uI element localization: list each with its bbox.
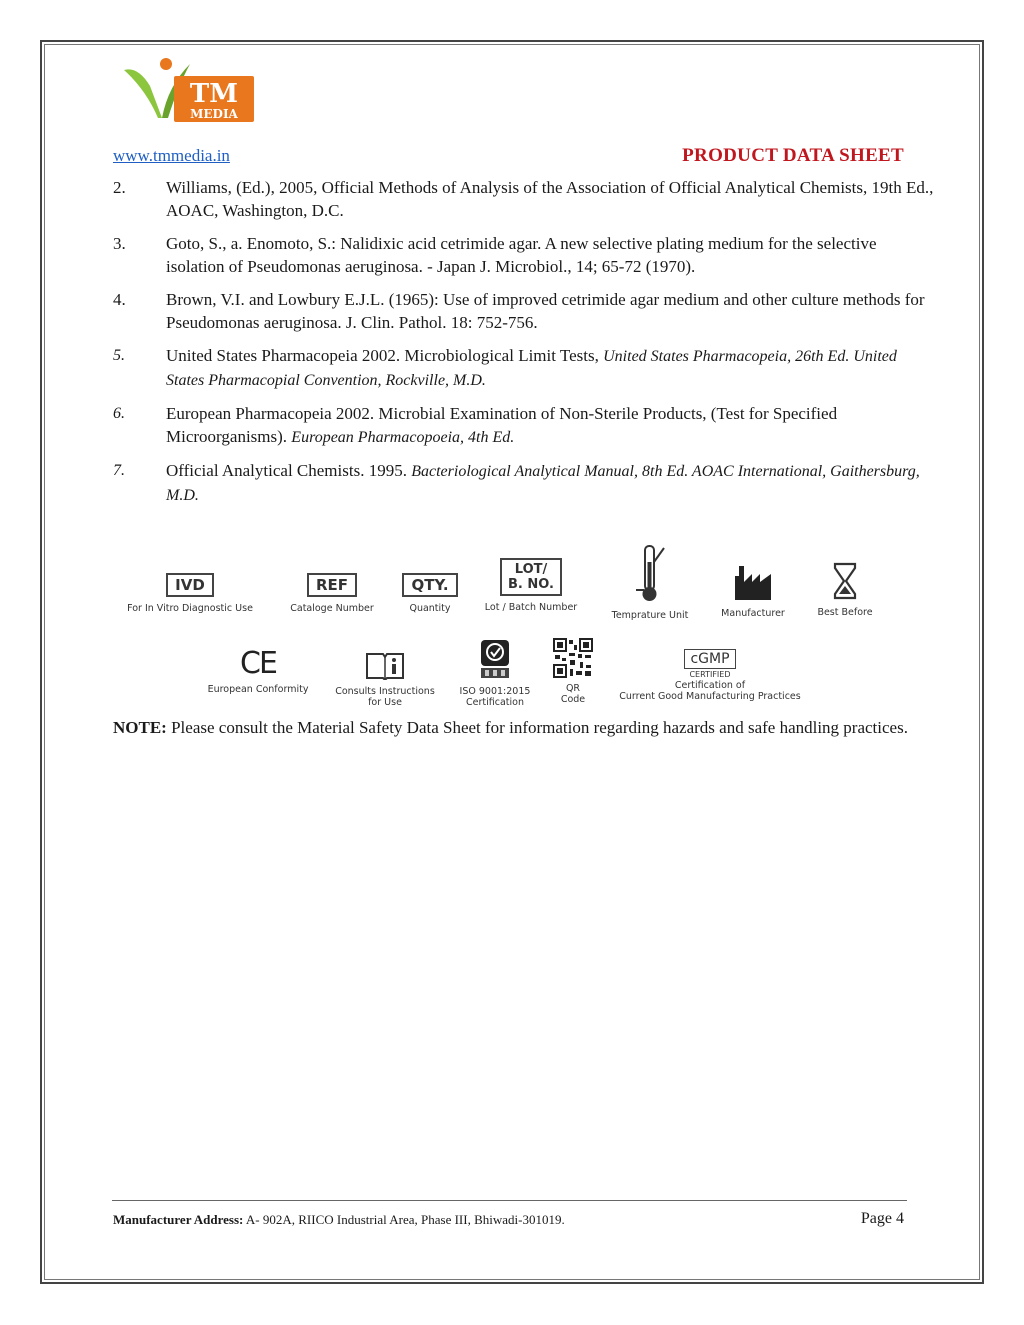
ivd-icon: IVD [166, 573, 214, 597]
iso-seal-icon [477, 638, 513, 680]
ivd-label: For In Vitro Diagnostic Use [127, 603, 253, 614]
iso-symbol [453, 638, 537, 708]
instructions-label-line1: Consults Instructions [335, 686, 435, 697]
cgmp-label-line1: Certification of [674, 680, 746, 691]
ref-icon: REF [307, 573, 357, 597]
reference-item [113, 459, 938, 507]
page-title: PRODUCT DATA SHEET [682, 145, 904, 166]
reference-number: 6. [113, 405, 125, 422]
cgmp-label-line2: Current Good Manufacturing Practices [619, 691, 801, 702]
ce-symbol [198, 648, 318, 695]
reference-item [113, 232, 938, 278]
thermometer-icon [630, 542, 670, 604]
qr-symbol [545, 638, 601, 705]
manufacturer-label: Manufacturer [721, 608, 785, 619]
factory-icon [733, 564, 773, 600]
manufacturer-symbol [708, 564, 798, 619]
reference-italic: United States Pharmacopeia, 26th Ed. United States Pharmacopial Convention, Rockville, M.D. [166, 348, 897, 389]
note-label: NOTE: [113, 718, 167, 737]
reference-item [113, 344, 938, 392]
reference-text: Goto, S., a. Enomoto, S.: Nalidixic acid cetrimide agar. A new selective plating medium for the selective isolation of Pseudomonas aeruginosa. - Japan J. Microbiol., 14; 65-72 (1970). [166, 234, 877, 276]
address-label: Manufacturer Address: [113, 1212, 244, 1227]
reference-item [113, 288, 938, 334]
iso-label-line2: Certification [466, 697, 524, 708]
lot-icon-line2: B. NO. [508, 577, 554, 592]
note-text: Please consult the Material Safety Data Sheet for information regarding hazards and safe handling practices. [166, 718, 908, 737]
reference-text: Official Analytical Chemists. 1995. [166, 461, 412, 480]
address-text: A- 902A, RIICO Industrial Area, Phase III, Bhiwadi-301019. [243, 1212, 565, 1227]
lot-icon-line1: LOT/ [514, 562, 548, 577]
qr-code-icon [553, 638, 593, 678]
footer-divider [112, 1200, 907, 1201]
tm-media-logo [118, 56, 258, 128]
page-number: Page 4 [860, 1210, 904, 1227]
instructions-label-line2: for Use [368, 697, 402, 708]
reference-item [113, 402, 938, 449]
reference-item [113, 176, 938, 222]
svg-text:MEDIA: MEDIA [190, 107, 238, 121]
reference-text: United States Pharmacopeia 2002. Microbiological Limit Tests, [166, 346, 604, 365]
reference-list [113, 176, 938, 517]
qty-label: Quantity [409, 603, 451, 614]
cgmp-icon: cGMP [684, 649, 735, 669]
qty-symbol [395, 573, 465, 614]
reference-number: 7. [113, 462, 125, 479]
qr-label-line1: QR [565, 683, 581, 694]
symbol-legend [120, 540, 890, 712]
safety-note [113, 716, 933, 739]
lot-symbol [475, 558, 587, 613]
reference-italic: European Pharmacopoeia, 4th Ed. [291, 429, 515, 446]
best-before-symbol [810, 562, 880, 618]
instructions-symbol [325, 650, 445, 708]
cgmp-certified-text: CERTIFIED [689, 670, 731, 679]
lot-label: Lot / Batch Number [484, 602, 578, 613]
reference-number: 4. [113, 290, 126, 309]
book-info-icon [365, 650, 405, 680]
ref-symbol [282, 573, 382, 614]
reference-number: 3. [113, 234, 126, 253]
lot-icon [500, 558, 562, 596]
ce-icon: CE [240, 646, 276, 681]
temperature-label: Temprature Unit [611, 610, 689, 621]
reference-number: 2. [113, 178, 126, 197]
iso-label-line1: ISO 9001:2015 [459, 686, 531, 697]
svg-text:TM: TM [189, 79, 239, 109]
qr-label-line2: Code [560, 694, 586, 705]
reference-text: European Pharmacopeia 2002. Microbial Examination of Non-Sterile Products, (Test for Specified Microorganisms). [166, 404, 838, 446]
manufacturer-address [113, 1212, 565, 1228]
website-link[interactable]: www.tmmedia.in [113, 146, 230, 165]
ivd-symbol [120, 573, 260, 614]
best-before-label: Best Before [817, 607, 873, 618]
reference-italic: Bacteriological Analytical Manual, 8th Ed. AOAC International, Gaithersburg, M.D. [166, 463, 920, 504]
temperature-symbol [600, 542, 700, 621]
cgmp-symbol [610, 648, 810, 702]
reference-text: Brown, V.I. and Lowbury E.J.L. (1965): Use of improved cetrimide agar medium and other culture methods for Pseudomonas aeruginosa. J. Clin. Pathol. 18: 752-756. [166, 290, 925, 332]
reference-text: Williams, (Ed.), 2005, Official Methods of Analysis of the Association of Official Analytical Chemists, 19th Ed., AOAC, Washington, D.C. [166, 178, 934, 220]
hourglass-icon [832, 562, 858, 600]
ce-label: European Conformity [207, 684, 309, 695]
ref-label: Cataloge Number [290, 603, 374, 614]
qty-icon: QTY. [402, 573, 457, 597]
reference-number: 5. [113, 347, 125, 364]
